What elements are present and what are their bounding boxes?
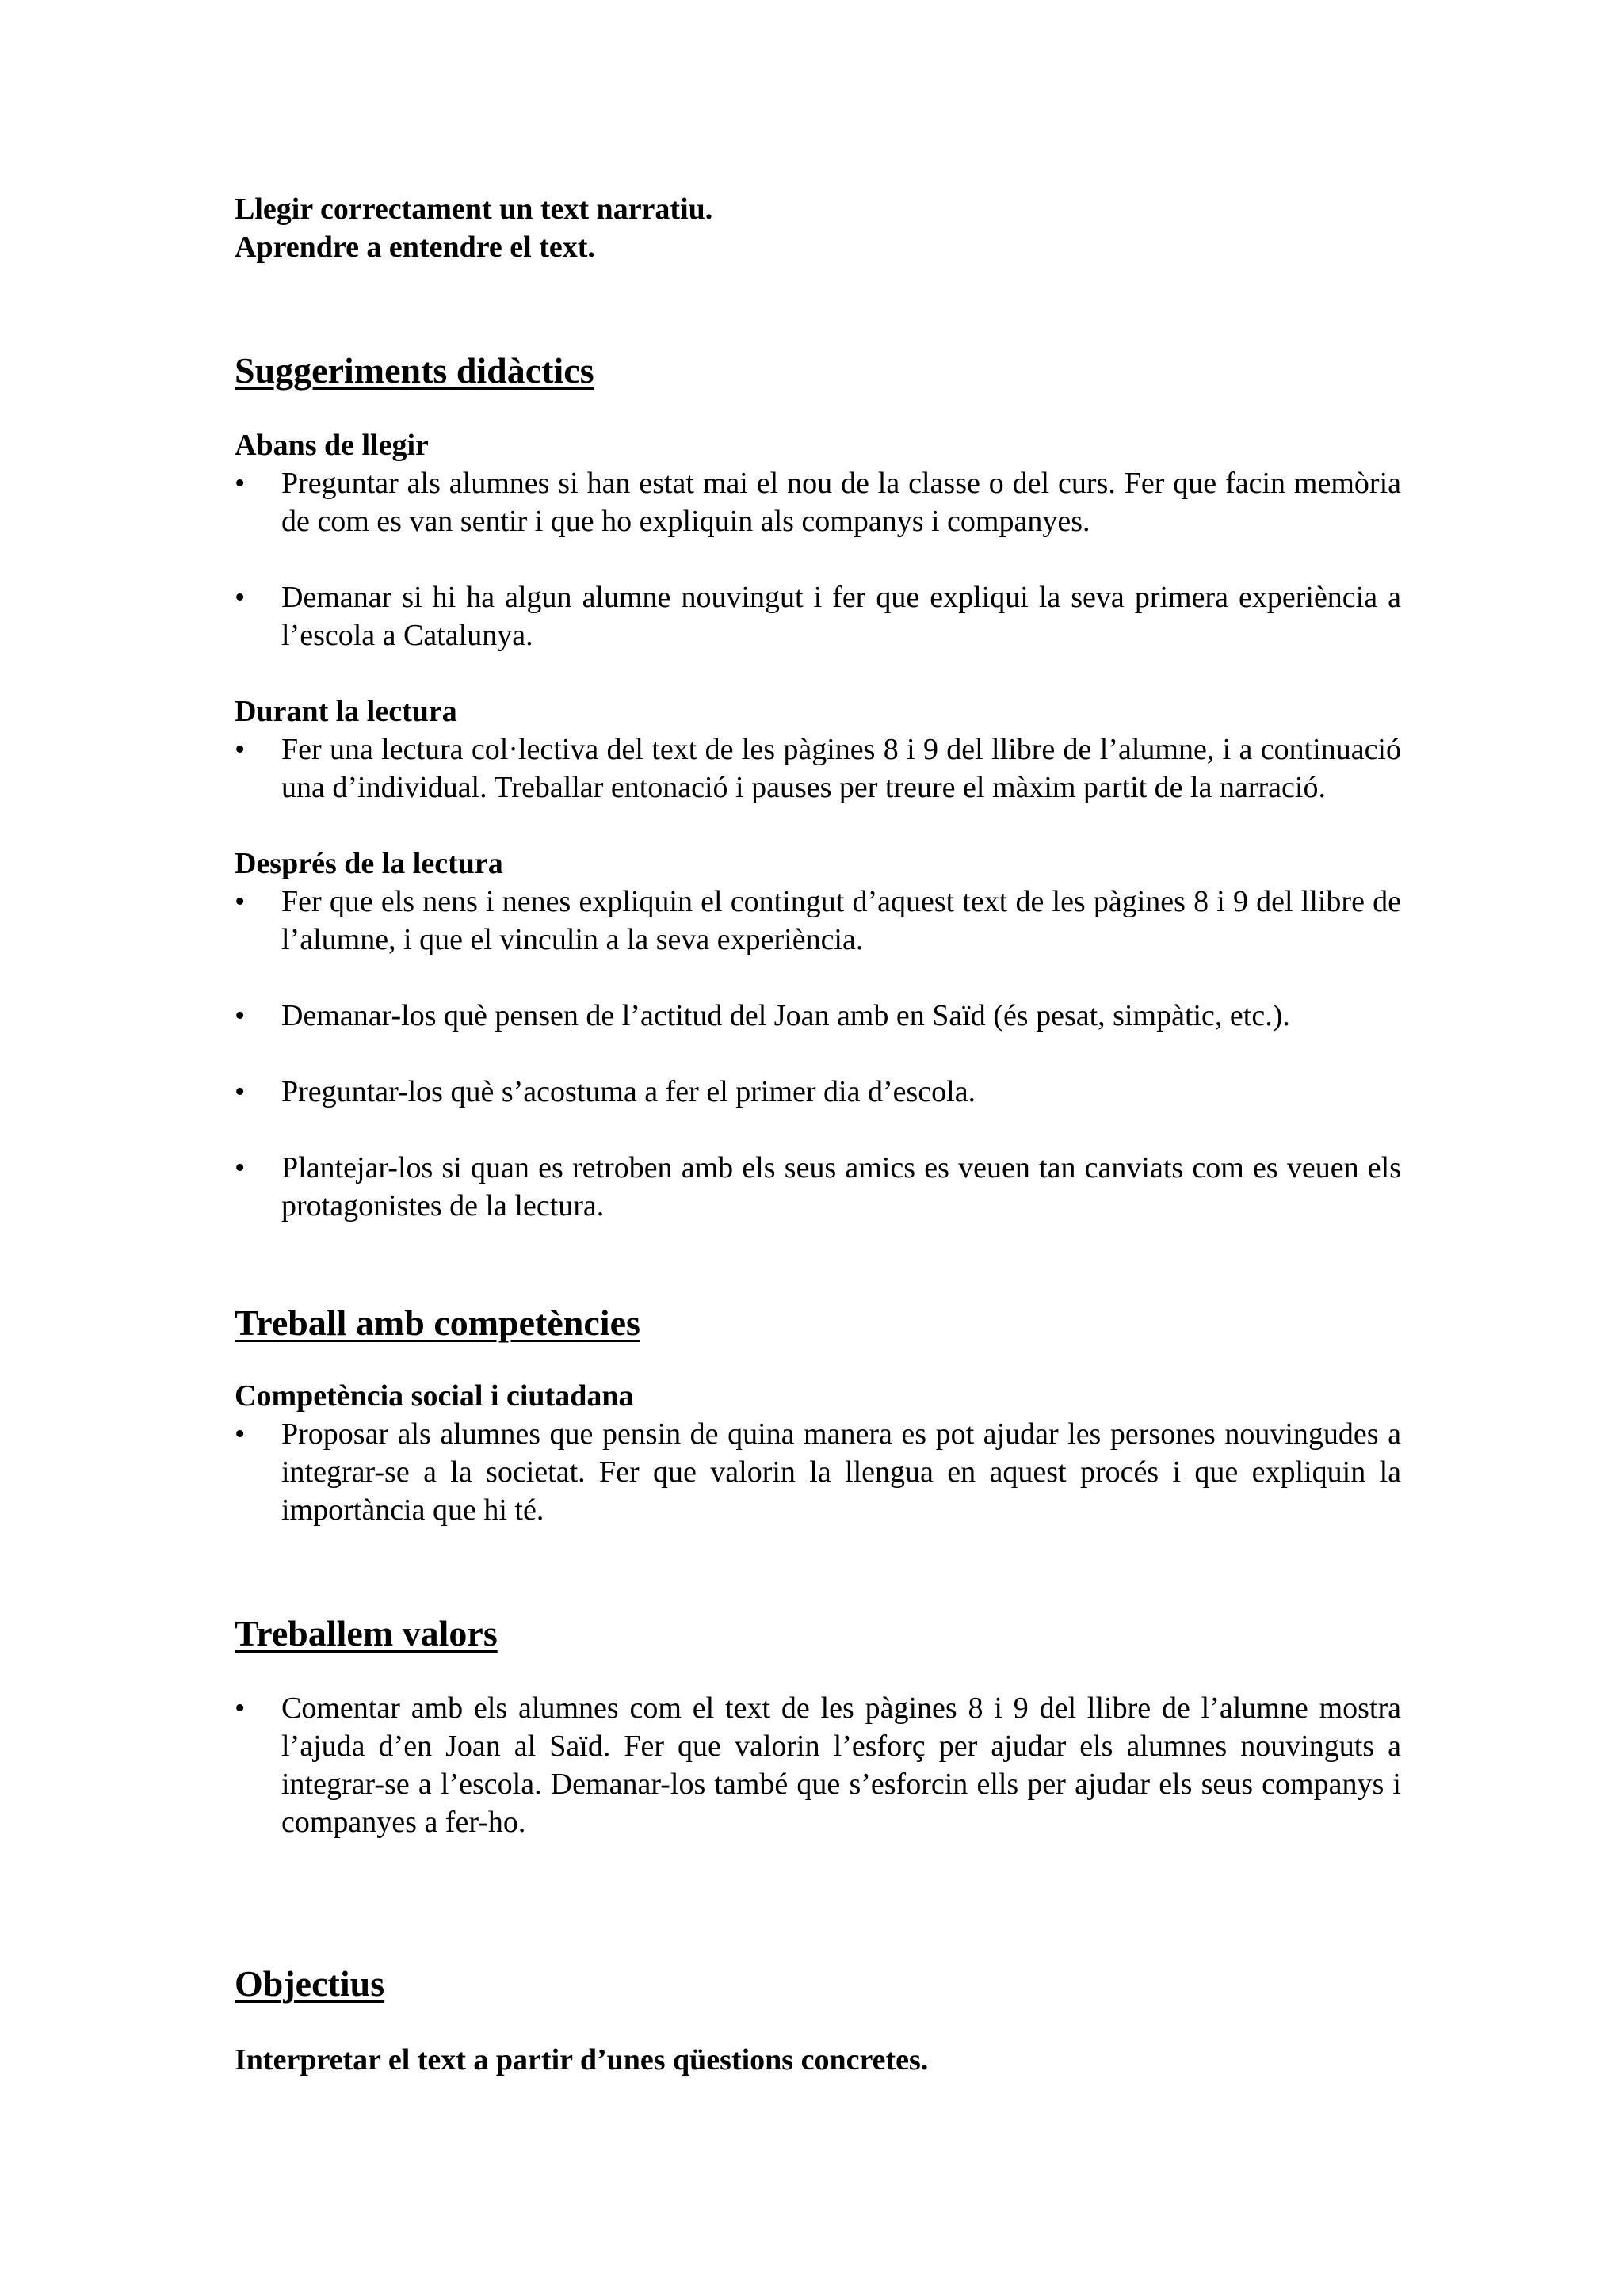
list-item [235, 1073, 1401, 1111]
list-item-text: Demanar-los què pensen de l’actitud del Joan amb en Saïd (és pesat, simpàtic, etc.). [281, 999, 1290, 1032]
bullet-icon: • [235, 733, 246, 766]
intro-line-2: Aprendre a entendre el text. [235, 231, 595, 264]
list-item-text: Plantejar-los si quan es retroben amb els seus amics es veuen tan canviats com es veuen els protagonistes de la lectura. [281, 1151, 1401, 1222]
list-item [235, 1415, 1401, 1529]
list-competencia-social [235, 1415, 1401, 1529]
list-item [235, 883, 1401, 959]
section-title-objectius: Objectius [235, 1963, 385, 2004]
intro-line-1: Llegir correctament un text narratiu. [235, 193, 713, 226]
subhead-abans: Abans de llegir [235, 429, 429, 462]
bullet-icon: • [235, 1417, 246, 1451]
list-item-text: Comentar amb els alumnes com el text de les pàgines 8 i 9 del llibre de l’alumne mostra l’ajuda d’en Joan al Saïd. Fer que valorin l’esforç per ajudar els alumnes nouvinguts a integrar-se a l’escola. Demanar-los també que s’esforcin ells per ajudar els seus companys i companyes a fer-ho. [281, 1691, 1401, 1839]
list-despres [235, 883, 1401, 1225]
bullet-icon: • [235, 1075, 246, 1108]
list-durant [235, 730, 1401, 807]
list-valors [235, 1689, 1401, 1841]
bullet-icon: • [235, 999, 246, 1032]
bullet-icon: • [235, 1691, 246, 1725]
subhead-competencia-social: Competència social i ciutadana [235, 1379, 634, 1413]
section-title-competencies: Treball amb competències [235, 1302, 640, 1343]
list-item [235, 1689, 1401, 1841]
list-item-text: Fer que els nens i nenes expliquin el contingut d’aquest text de les pàgines 8 i 9 del llibre de l’alumne, i que el vinculin a la seva experiència. [281, 885, 1401, 956]
list-abans [235, 464, 1401, 654]
list-item [235, 464, 1401, 540]
bullet-icon: • [235, 885, 246, 918]
bullet-icon: • [235, 581, 246, 614]
list-item-text: Preguntar-los què s’acostuma a fer el primer dia d’escola. [281, 1075, 976, 1108]
section-title-suggeriments: Suggeriments didàctics [235, 350, 594, 391]
bullet-icon: • [235, 1151, 246, 1184]
section-title-valors: Treballem valors [235, 1613, 498, 1653]
list-item [235, 730, 1401, 807]
list-item-text: Demanar si hi ha algun alumne nouvingut i fer que expliqui la seva primera experiència a l’escola a Catalunya. [281, 581, 1401, 652]
subhead-despres: Després de la lectura [235, 847, 503, 880]
list-item-text: Preguntar als alumnes si han estat mai el nou de la classe o del curs. Fer que facin memòria de com es van sentir i que ho expliquin als companys i companyes. [281, 467, 1401, 538]
list-item [235, 997, 1401, 1035]
list-item [235, 1149, 1401, 1225]
document-page [235, 190, 1401, 2079]
list-item [235, 578, 1401, 654]
bullet-icon: • [235, 467, 246, 500]
list-item-text: Proposar als alumnes que pensin de quina manera es pot ajudar les persones nouvingudes a integrar-se a la societat. Fer que valorin la llengua en aquest procés i que expliquin la importància que hi té. [281, 1417, 1401, 1527]
subhead-durant: Durant la lectura [235, 695, 457, 728]
list-item-text: Fer una lectura col·lectiva del text de les pàgines 8 i 9 del llibre de l’alumne, i a continuació una d’individual. Treballar entonació i pauses per treure el màxim partit de la narració. [281, 733, 1401, 804]
objectius-line-1: Interpretar el text a partir d’unes qüestions concretes. [235, 2043, 929, 2077]
